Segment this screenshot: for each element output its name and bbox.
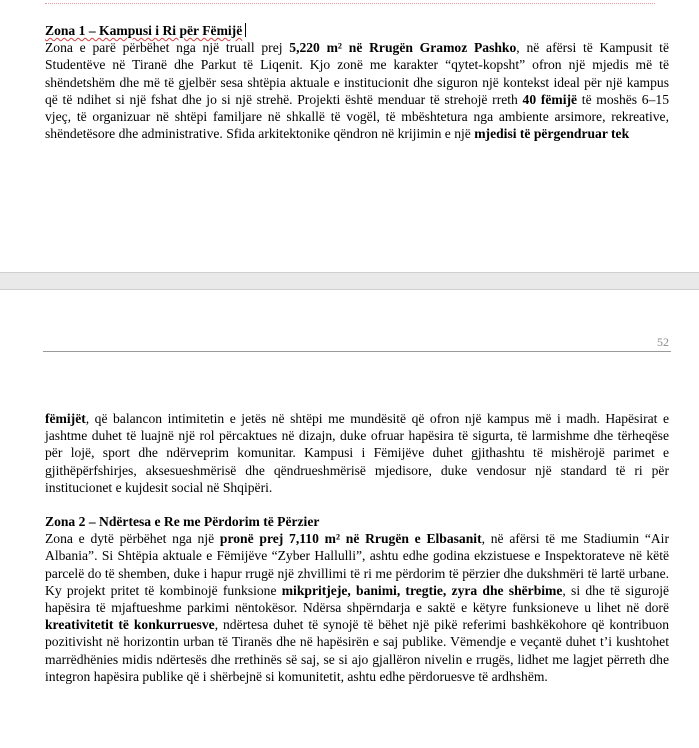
page-number: 52: [657, 335, 669, 349]
zone-1-paragraph-continuation: [45, 410, 669, 496]
page-2-body[interactable]: [45, 410, 669, 685]
zone-1-paragraph: [45, 39, 669, 142]
page-1-body[interactable]: [45, 22, 669, 142]
text-run-bold: 5,220 m² në Rrugën Gramoz Pashko: [289, 40, 517, 56]
zone-2-heading: Zona 2 – Ndërtesa e Re me Përdorim të Përzier: [45, 514, 320, 530]
zone-2-paragraph: [45, 530, 669, 685]
text-run: të moshës 6–15 vjeç, të organizuar në shtëpi familjare në shkallë të vogël, të mbështetura nga ambiente arsimore, rekreative, shëndetësore dhe administrative. Sfida arkitektonike qëndron në krijimin e një: [45, 91, 669, 142]
text-run-bold: fëmijët: [45, 411, 86, 426]
header-rule: [43, 351, 671, 352]
text-run: , ndërtesa duhet të synojë të bëhet një pikë referimi bashkëkohore që kontribuon pozitivisht në horizontin urban të Tiranës dhe në hapësirën e saj publike. Vëmendje e veçantë duhet t’i kushtohet marrëdhënies midis ndërtesës dhe rrethinës së saj, se si ajo gjallëron nivelin e rrugës, lidhet me lagjet përreth dhe integron hapësira publike që i shërbejnë si komunitetit, ashtu edhe përdoruesve të ardhshëm.: [45, 617, 669, 684]
text-cursor: [245, 23, 246, 37]
text-run: Zona e dytë përbëhet nga një: [45, 531, 220, 547]
text-run: , si dhe të sigurojë hapësira të mjaftueshme parkimi nëntokësor. Ndërsa shpërndarja e saktë e këtyre funksioneve u lihet në dorë: [45, 582, 670, 616]
previous-line-remnant: [45, 0, 655, 4]
text-run: , që balancon intimitetin e jetës në shtëpi me mundësitë që ofron një kampus më i madh. Hapësirat e jashtme duhet të luajnë një rol përcaktues në dizajn, duke ofruar hapësira të sigurta, të larmishme dhe tërheqëse për lojë, sport dhe ndërveprim komunitar. Kampusi i Fëmijëve duhet gjithashtu të mishërojë parimet e gjithëpërfshirjes, aksesueshmërisë dhe qëndrueshmërisë mjedisore, duke vendosur një standard të ri për institucionet e kujdesit social në Shqipëri.: [45, 411, 669, 495]
text-run-bold: 40 fëmijë: [522, 91, 578, 107]
text-run: , në afërsi të me Stadiumin “Air Albania”. Si Shtëpia aktuale e Fëmijëve “Zyber Hallulli”, ashtu edhe godina ekzistuese e Inspektorateve në këtë parcelë do të shemben, duke i hapur rrugë një zhvillimi të ri me përdorim të përzier dhe dukshmëri të lartë urbane. Ky projekt pritet të kombinojë funksione: [45, 531, 669, 598]
text-run-bold: mikpritjeje, banimi, tregtie, zyra dhe shërbime: [281, 582, 563, 598]
zone-1-heading: Zona 1 – Kampusi i Ri për Fëmijë: [45, 22, 669, 39]
document-page-2: [0, 290, 699, 748]
text-run-bold: mjedisi të përgendruar tek: [474, 126, 630, 142]
text-run: , në afërsi të Kampusit të Studentëve në Tiranë dhe Parkut të Liqenit. Kjo zonë me karakter “qytet-kopsht” ofron një mjedis më të shëndetshëm dhe më të gjelbër sesa shtëpia aktuale e institucionit dhe siguron një kontekst ideal për një kampus që të ndihet si një fshat dhe jo si një strehë. Projekti është menduar të strehojë rreth: [45, 40, 669, 107]
text-run-bold: pronë prej 7,110 m² në Rrugën e Elbasanit: [219, 531, 482, 547]
page-break-gap: [0, 272, 699, 290]
document-page-1: [0, 0, 699, 272]
text-run: Zona e parë përbëhet nga një truall prej: [45, 40, 290, 56]
text-run-bold: kreativitetit të konkurruesve: [45, 617, 215, 633]
